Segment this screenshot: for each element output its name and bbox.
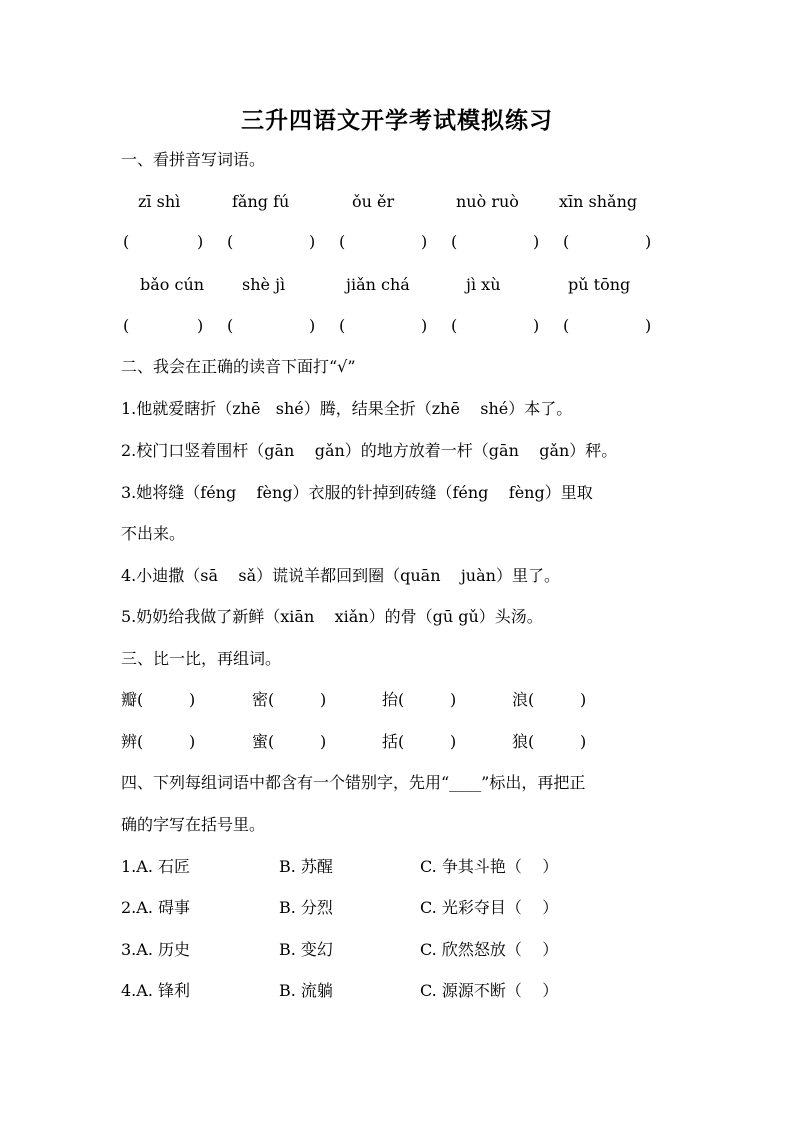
compare-word-cell: 瓣( ) — [121, 690, 196, 709]
answer-paren-open: ( — [123, 232, 130, 251]
answer-paren-close: ) — [645, 232, 652, 251]
answer-paren-open: ( — [339, 232, 346, 251]
section2-item-3-cont: 不出来。 — [121, 524, 186, 543]
answer-paren-close: ) — [421, 232, 428, 251]
answer-paren-close: ) — [533, 316, 540, 335]
option-b: B. 变幻 — [279, 940, 333, 959]
pinyin-3: ǒu ěr — [352, 192, 395, 211]
option-b: B. 分烈 — [279, 898, 333, 917]
option-a: 4.A. 锋利 — [121, 981, 190, 1000]
pinyin-6: bǎo cún — [140, 275, 205, 294]
answer-paren-open: ( — [451, 316, 458, 335]
section2-heading: 二、我会在正确的读音下面打“√” — [121, 357, 356, 376]
answer-paren-open: ( — [227, 316, 234, 335]
pinyin-5: xīn shǎng — [559, 192, 638, 211]
page-title: 三升四语文开学考试模拟练习 — [241, 107, 553, 134]
option-a: 2.A. 碍事 — [121, 898, 190, 917]
section2-item-5: 5.奶奶给我做了新鲜（xiān xiǎn）的骨（gū gǔ）头汤。 — [121, 607, 543, 626]
compare-word-cell: 密( ) — [252, 690, 327, 709]
compare-word-cell: 括( ) — [382, 732, 457, 751]
section1-heading: 一、看拼音写词语。 — [121, 150, 266, 169]
compare-word-cell: 辨( ) — [121, 732, 196, 751]
option-c: C. 欣然怒放（ ） — [420, 940, 559, 959]
pinyin-7: shè jì — [242, 275, 286, 294]
answer-paren-open: ( — [451, 232, 458, 251]
answer-paren-close: ) — [533, 232, 540, 251]
compare-word-cell: 浪( ) — [512, 690, 587, 709]
answer-paren-open: ( — [227, 232, 234, 251]
compare-word-cell: 狼( ) — [512, 732, 587, 751]
section4-heading: 四、下列每组词语中都含有一个错别字，先用“____”标出，再把正 — [121, 773, 586, 792]
answer-paren-open: ( — [339, 316, 346, 335]
option-c: C. 源源不断（ ） — [420, 981, 559, 1000]
pinyin-10: pǔ tōng — [568, 275, 631, 294]
answer-paren-close: ) — [421, 316, 428, 335]
answer-paren-open: ( — [123, 316, 130, 335]
section2-item-2: 2.校门口竖着围杆（gān gǎn）的地方放着一杆（gān gǎn）秤。 — [121, 441, 618, 460]
pinyin-1: zī shì — [138, 192, 181, 211]
answer-paren-close: ) — [309, 316, 316, 335]
pinyin-8: jiǎn chá — [346, 275, 410, 294]
answer-paren-open: ( — [563, 316, 570, 335]
option-c: C. 争其斗艳（ ） — [420, 857, 559, 876]
pinyin-2: fǎng fú — [232, 192, 290, 211]
answer-paren-close: ) — [197, 316, 204, 335]
section3-heading: 三、比一比，再组词。 — [121, 649, 282, 668]
answer-paren-close: ) — [645, 316, 652, 335]
answer-paren-close: ) — [309, 232, 316, 251]
compare-word-cell: 蜜( ) — [252, 732, 327, 751]
answer-paren-close: ) — [197, 232, 204, 251]
section2-item-1: 1.他就爱瞎折（zhē shé）腾，结果全折（zhē shé）本了。 — [121, 399, 573, 418]
pinyin-4: nuò ruò — [456, 192, 519, 211]
option-a: 3.A. 历史 — [121, 940, 190, 959]
section2-item-4: 4.小迪撒（sā sǎ）谎说羊都回到圈（quān juàn）里了。 — [121, 566, 560, 585]
answer-paren-open: ( — [563, 232, 570, 251]
section2-item-3: 3.她将缝（féng fèng）衣服的针掉到砖缝（féng fèng）里取 — [121, 483, 593, 502]
option-b: B. 流躺 — [279, 981, 333, 1000]
option-a: 1.A. 石匠 — [121, 857, 190, 876]
option-b: B. 苏醒 — [279, 857, 333, 876]
pinyin-9: jì xù — [466, 275, 501, 294]
option-c: C. 光彩夺目（ ） — [420, 898, 559, 917]
section4-heading-cont: 确的字写在括号里。 — [121, 815, 266, 834]
compare-word-cell: 抬( ) — [382, 690, 457, 709]
